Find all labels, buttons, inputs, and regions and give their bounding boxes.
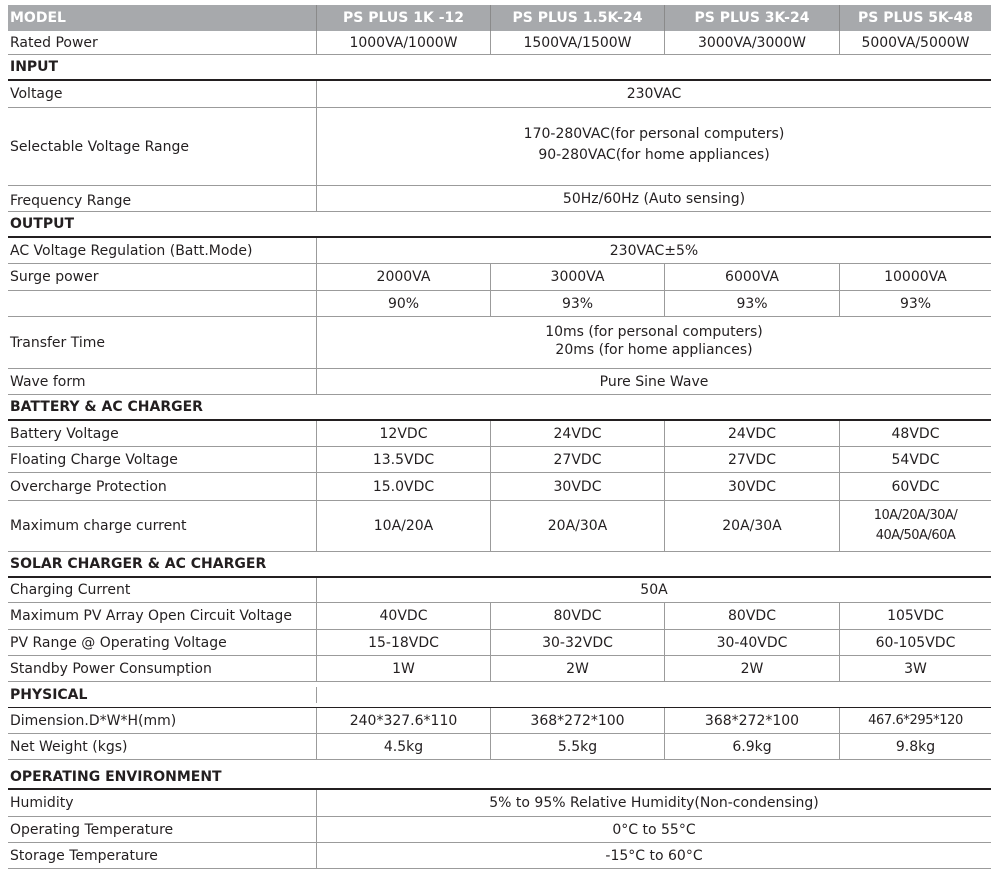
cell-line: 10A/20A/30A/ [873, 508, 958, 523]
cell: 30-32VDC [491, 630, 665, 655]
spec-table [8, 5, 991, 869]
table-row [8, 238, 991, 264]
cell-line: 90-280VAC(for home appliances) [538, 147, 770, 163]
cell-line: 170-280VAC(for personal computers) [523, 126, 785, 142]
section-header-physical [8, 682, 991, 708]
section-header-output [8, 212, 991, 238]
cell: 24VDC [491, 421, 665, 446]
row-label: Net Weight (kgs) [8, 734, 317, 759]
row-label: AC Voltage Regulation (Batt.Mode) [8, 238, 317, 263]
cell-line: 20ms (for home appliances) [555, 342, 753, 358]
cell: 93% [665, 291, 840, 316]
cell: 20A/30A [491, 501, 665, 551]
section-header-input [8, 55, 991, 81]
row-label: Operating Temperature [8, 817, 317, 842]
table-row [8, 264, 991, 291]
cell: 5000VA/5000W [861, 34, 970, 51]
table-row [8, 790, 991, 817]
cell: 467.6*295*120 [868, 712, 963, 728]
model-name: PS PLUS 3K-24 [665, 5, 840, 31]
cell: 15-18VDC [317, 630, 491, 655]
row-label: Standby Power Consumption [8, 656, 317, 681]
cell: 50A [640, 582, 668, 598]
table-row [8, 473, 991, 501]
cell: 9.8kg [895, 738, 936, 755]
cell: 3W [904, 660, 927, 677]
cell: 0°C to 55°C [612, 821, 696, 838]
cell: 13.5VDC [317, 447, 491, 472]
row-label: Floating Charge Voltage [8, 447, 317, 472]
cell-line: 40A/50A/60A [875, 528, 956, 543]
section-title: OPERATING ENVIRONMENT [10, 769, 222, 785]
table-row [8, 630, 991, 656]
model-header: MODEL [8, 5, 317, 31]
table-row [8, 369, 991, 395]
table-row [8, 31, 991, 55]
section-title: INPUT [10, 59, 59, 75]
cell: 5.5kg [491, 734, 665, 759]
model-name: PS PLUS 1K -12 [317, 5, 491, 31]
section-header-environment [8, 760, 991, 790]
table-row [8, 708, 991, 734]
row-label: Charging Current [8, 578, 317, 602]
cell: 90% [317, 291, 491, 316]
table-header-row [8, 5, 991, 31]
cell: 27VDC [665, 447, 840, 472]
cell: 93% [491, 291, 665, 316]
row-label: Humidity [8, 790, 317, 816]
table-row [8, 81, 991, 108]
cell: 80VDC [491, 603, 665, 629]
cell: 27VDC [491, 447, 665, 472]
row-label: Maximum PV Array Open Circuit Voltage [8, 603, 317, 629]
section-header-battery [8, 395, 991, 421]
cell: Pure Sine Wave [599, 373, 709, 390]
section-title: PHYSICAL [8, 687, 317, 703]
table-row [8, 186, 991, 212]
cell: 5% to 95% Relative Humidity(Non-condensing) [489, 795, 819, 811]
cell: 4.5kg [317, 734, 491, 759]
cell: 93% [899, 295, 932, 312]
cell: 30VDC [491, 473, 665, 500]
table-row [8, 734, 991, 760]
cell: 2W [491, 656, 665, 681]
cell: 20A/30A [665, 501, 840, 551]
cell: 30-40VDC [665, 630, 840, 655]
cell: 30VDC [665, 473, 840, 500]
section-header-solar [8, 552, 991, 578]
cell: 6000VA [665, 264, 840, 290]
cell: 80VDC [665, 603, 840, 629]
cell: 230VAC [626, 86, 682, 102]
cell: 2W [665, 656, 840, 681]
cell: 6.9kg [665, 734, 840, 759]
cell: 1W [317, 656, 491, 681]
row-label: Battery Voltage [8, 421, 317, 446]
row-label: Storage Temperature [8, 843, 317, 868]
table-row [8, 421, 991, 447]
row-label: Dimension.D*W*H(mm) [8, 708, 317, 733]
cell: 3000VA [491, 264, 665, 290]
cell: -15°C to 60°C [605, 847, 703, 864]
cell: 12VDC [317, 421, 491, 446]
cell: 1500VA/1500W [491, 31, 665, 54]
cell: 60-105VDC [875, 634, 956, 651]
cell: 1000VA/1000W [317, 31, 491, 54]
cell: 54VDC [891, 451, 940, 468]
row-label: Wave form [8, 369, 317, 394]
cell: 48VDC [891, 425, 940, 442]
row-label: Selectable Voltage Range [8, 108, 317, 185]
cell: 2000VA [317, 264, 491, 290]
cell: 230VAC±5% [609, 242, 699, 259]
cell: 40VDC [317, 603, 491, 629]
model-name: PS PLUS 5K-48 [858, 10, 973, 26]
cell: 105VDC [887, 608, 944, 624]
row-label [8, 291, 317, 316]
cell: 368*272*100 [491, 708, 665, 733]
table-row [8, 578, 991, 603]
cell: 368*272*100 [665, 708, 840, 733]
cell: 24VDC [665, 421, 840, 446]
table-row [8, 817, 991, 843]
cell: 15.0VDC [317, 473, 491, 500]
table-row [8, 317, 991, 369]
table-row [8, 108, 991, 186]
cell: 60VDC [891, 478, 940, 495]
row-label: Surge power [8, 264, 317, 290]
cell: 50Hz/60Hz (Auto sensing) [562, 190, 746, 207]
cell: 240*327.6*110 [317, 708, 491, 733]
cell: 3000VA/3000W [665, 31, 840, 54]
section-title: OUTPUT [10, 216, 74, 232]
cell-line: 10ms (for personal computers) [545, 324, 763, 340]
row-label: Overcharge Protection [8, 473, 317, 500]
section-title: BATTERY & AC CHARGER [10, 399, 203, 415]
table-row [8, 656, 991, 682]
row-label: Voltage [8, 81, 317, 107]
row-label: Transfer Time [8, 317, 317, 368]
table-row [8, 291, 991, 317]
section-title: SOLAR CHARGER & AC CHARGER [10, 556, 267, 572]
row-label: Rated Power [8, 31, 317, 54]
table-row [8, 603, 991, 630]
table-row [8, 501, 991, 552]
row-label: PV Range @ Operating Voltage [8, 630, 317, 655]
row-label: Frequency Range [8, 186, 317, 211]
cell: 10000VA [884, 269, 947, 285]
row-label: Maximum charge current [8, 501, 317, 551]
table-row [8, 447, 991, 473]
model-name: PS PLUS 1.5K-24 [491, 5, 665, 31]
table-row [8, 843, 991, 869]
cell: 10A/20A [317, 501, 491, 551]
